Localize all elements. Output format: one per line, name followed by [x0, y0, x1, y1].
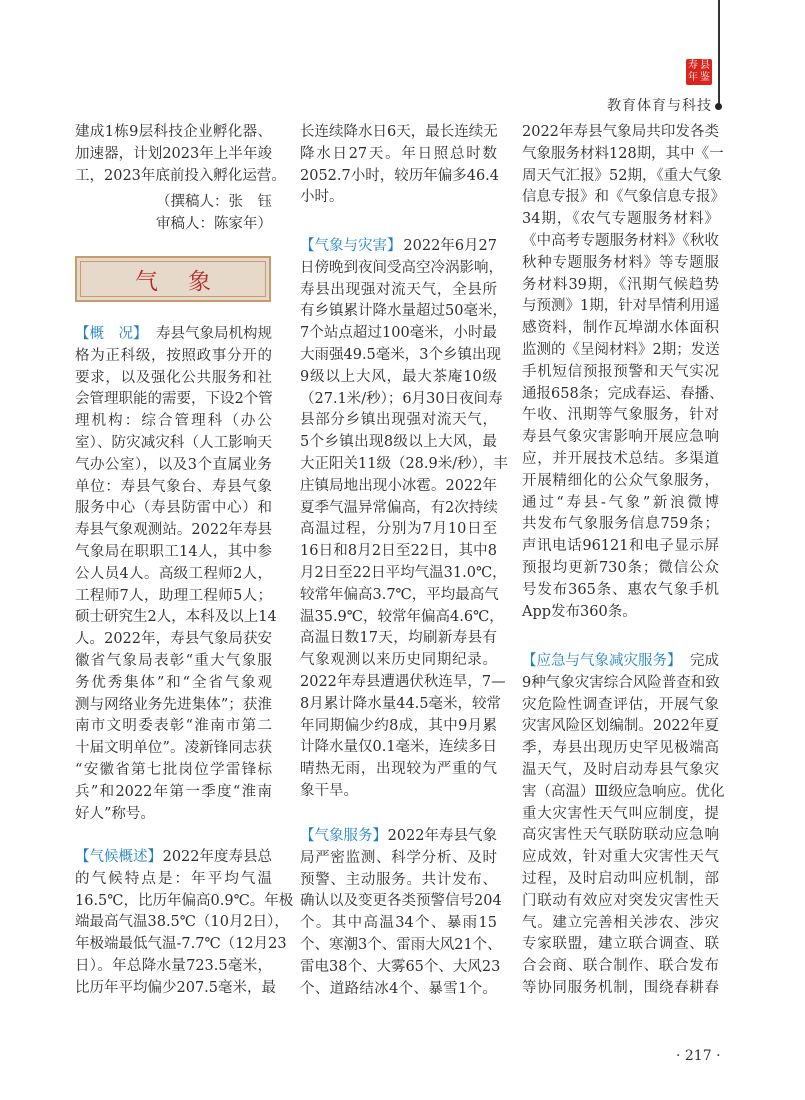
- section-climate: [75, 847, 294, 1000]
- text-line: 硕士研究生2人，本科及以上14: [75, 609, 277, 626]
- text-line: 预警、主动服务。共计发布、: [300, 871, 497, 888]
- text-line: 单位：寿县气象台、寿县气象: [75, 478, 272, 495]
- text-line: 确认以及变更各类预警信号204: [300, 893, 502, 910]
- text-line: 降水日27天。年日照总时数: [300, 145, 497, 162]
- text-line: 气办公室），以及3个直属业务: [75, 456, 272, 473]
- text-line: 季，寿县出现历史罕见极端高: [522, 740, 719, 757]
- text-line: 格为正科级，按照政事分开的: [75, 347, 272, 364]
- text-line: 16.5℃，比历年偏高0.9℃。年极: [75, 892, 294, 909]
- text-line: 8月累计降水量44.5毫米，较常: [300, 695, 502, 712]
- text-line: 小时。: [300, 189, 344, 206]
- text-line: 2022年6月27: [403, 238, 497, 254]
- text-line: 个、道路结冰4个、暴雪1个。: [300, 980, 497, 997]
- text-line: 感资料，制作瓦埠湖水体面积: [522, 320, 719, 337]
- text-line: 秋种专题服务材料》等专题服: [522, 254, 719, 271]
- paragraph-heading: 【概 况】: [75, 326, 148, 342]
- text-line: 理机构：综合管理科（办公: [75, 413, 272, 430]
- text-line: 个、寒潮3个、雷雨大风21个、: [300, 936, 502, 953]
- text-line: 年同期偏少约8成，其中9月累: [300, 717, 497, 734]
- text-line: 寿县气象局机构规: [156, 326, 272, 342]
- text-line: 的气候特点是：年平均气温: [75, 870, 272, 887]
- text-line: 气象局在职职工14人，其中参: [75, 543, 272, 560]
- section-weather-service: [300, 826, 502, 1000]
- text-line: 共发布气象服务信息759条；: [522, 516, 719, 533]
- text-line: 信息专报》和《气象信息专报》: [522, 189, 725, 206]
- text-line: 徽省气象局表彰“重大气象服: [75, 652, 272, 669]
- seal-char: 寿: [688, 60, 698, 71]
- seal-char: 年: [688, 72, 698, 83]
- text-line: 工，2023年底前投入孵化运营。: [75, 167, 286, 184]
- text-line: 高温日数17天，均刷新寿县有: [300, 630, 497, 647]
- section-title: 气象: [135, 268, 241, 295]
- text-line: 过程，及时启动叫应机制，部: [522, 870, 719, 887]
- text-line: 气象观测以来历史同期纪录。: [300, 652, 497, 669]
- text-line: 夏季气温异常偏高，有2次持续: [300, 499, 498, 516]
- text-line: 年极端最低气温-7.7℃（12月23: [75, 936, 287, 953]
- author-credits: [75, 192, 272, 236]
- text-line: （27.1米/秒）；6月30日夜间寿: [300, 390, 503, 407]
- text-line: 寿县出现强对流天气，全县所: [300, 281, 497, 298]
- text-line: 南市文明委表彰“淮南市第二: [75, 718, 272, 735]
- text-line: 与预测》1期，针对旱情利用遥: [522, 298, 720, 315]
- text-line: 7个站点超过100毫米，小时最: [300, 325, 497, 342]
- text-line: 好人”称号。: [75, 805, 155, 822]
- text-line: 9种气象灾害综合风险普查和致: [522, 674, 720, 691]
- text-line: App发布360条。: [522, 603, 637, 620]
- text-line: 温天气，及时启动寿县气象灾: [522, 761, 719, 778]
- seal-char: 鉴: [700, 72, 710, 83]
- text-line: 计降水量仅0.1毫米，连续多日: [300, 739, 498, 756]
- text-line: 气象服务材料128期，其中《一: [522, 145, 724, 162]
- text-line: 气。建立完善相关涉农、涉灾: [522, 914, 719, 931]
- text-line: 比历年平均偏少207.5毫米，最: [75, 979, 277, 996]
- text-line: 人。2022年，寿县气象局获安: [75, 631, 272, 648]
- text-line: 手机短信预报预警和天气实况: [522, 363, 719, 380]
- section-title-box: [75, 256, 271, 302]
- text-line: 有乡镇累计降水量超过50毫米，: [300, 303, 507, 320]
- yearbook-seal-logo: [686, 59, 712, 85]
- text-line: 2022年寿县气象局共印发各类: [522, 124, 719, 140]
- header-rule-dot: [715, 103, 722, 110]
- text-line: 晴热无雨，出现较为严重的气: [300, 761, 497, 778]
- paragraph: [522, 122, 725, 623]
- text-line: 日）。年总降水量723.5毫米，: [75, 957, 272, 974]
- text-line: 高温过程，分别为7月10日至: [300, 521, 497, 538]
- text-line: 专家联盟，建立联合调查、联: [522, 936, 719, 953]
- running-section-title: 教育体育与科技: [607, 98, 712, 114]
- paragraph-heading: 【气象服务】: [300, 828, 387, 844]
- credit-line: （撰稿人：张 钰: [156, 194, 272, 210]
- text-line: 庄镇局地出现小冰雹。2022年: [300, 477, 497, 494]
- text-line: 周天气汇报》52期，《重大气象: [522, 167, 722, 184]
- text-line: 大雨强49.5毫米，3个乡镇出现: [300, 346, 502, 363]
- text-line: 应，并开展技术总结。多渠道: [522, 450, 719, 467]
- text-line: 号发布365条、惠农气象手机: [522, 581, 719, 598]
- text-line: 十届文明单位”。凌新锋同志获: [75, 740, 272, 757]
- paragraph-first-line: [300, 236, 497, 258]
- text-line: “安徽省第七批岗位学雷锋标: [75, 761, 272, 778]
- text-line: 2052.7小时，较历年偏多46.4: [300, 167, 500, 184]
- paragraph-heading: 【气象与灾害】: [300, 238, 402, 254]
- text-line: 寿县气象观测站。2022年寿县: [75, 522, 272, 539]
- text-line: 要求，以及强化公共服务和社: [75, 369, 272, 386]
- text-line: 通过“寿县-气象”新浪微博: [522, 494, 719, 511]
- header-rule: [718, 0, 720, 106]
- page-number: · 217 ·: [676, 1048, 721, 1064]
- text-line: 雷电38个、大雾65个、大风23: [300, 958, 501, 975]
- text-line: 务优秀集体”和“全省气象观: [75, 674, 272, 691]
- text-line: 室）、防灾减灾科（人工影响天: [75, 434, 272, 451]
- text-line: 服务中心（寿县防雷中心）和: [75, 500, 272, 517]
- text-line: 工程师7人，助理工程师5人；: [75, 587, 272, 604]
- text-line: 会管理职能的需要，下设2个管: [75, 391, 273, 408]
- text-line: 寿县气象灾害影响开展应急响: [522, 429, 719, 446]
- text-line: 完成: [690, 653, 719, 669]
- text-line: 16日和8月2日至22日，其中8: [300, 543, 497, 560]
- text-line: 2022年寿县遭遇伏秋连旱，7—: [300, 673, 506, 690]
- text-line: 门联动有效应对突发灾害性天: [522, 892, 719, 909]
- text-line: 测与网络业务先进集体”；获淮: [75, 696, 272, 713]
- credit-line: 审稿人：陈家年）: [156, 215, 272, 232]
- text-line: 个。其中高温34个、暴雨15: [300, 915, 497, 932]
- text-line: 灾危险性调查评估，开展气象: [522, 696, 719, 713]
- paragraph-first-line: [75, 847, 272, 869]
- text-line: 等协同服务机制，围绕春耕春: [522, 979, 719, 996]
- text-line: 端最高气温38.5℃（10月2日），: [75, 914, 289, 931]
- text-line: 通报658条；完成春运、春播、: [522, 385, 724, 402]
- text-line: 害（高温）Ⅲ级应急响应。优化: [522, 783, 725, 800]
- text-line: 兵”和2022年第一季度“淮南: [75, 783, 272, 800]
- paragraph-heading: 【应急与气象减灾服务】: [522, 653, 682, 669]
- text-line: 月2日至22日平均气温31.0℃，: [300, 564, 507, 581]
- text-line: 象干旱。: [300, 782, 358, 799]
- text-line: 5个乡镇出现8级以上大风，最: [300, 434, 497, 451]
- text-line: 合会商、联合制作、联合发布: [522, 958, 719, 975]
- text-line: 重大灾害性天气叫应制度，提: [522, 805, 719, 822]
- text-line: 长连续降水日6天，最长连续无: [300, 124, 498, 140]
- text-line: 监测的《呈阅材料》2期；发送: [522, 341, 720, 358]
- seal-char: 县: [700, 60, 710, 71]
- text-line: 应成效，针对重大灾害性天气: [522, 849, 719, 866]
- text-line: 开展精细化的公众气象服务，: [522, 472, 719, 489]
- text-line: 高灾害性天气联防联动应急响: [522, 827, 719, 844]
- text-line: 县部分乡镇出现强对流天气，: [300, 412, 497, 429]
- paragraph-first-line: [300, 826, 497, 848]
- paragraph-first-line: [522, 651, 719, 673]
- section-emergency-service: [522, 651, 725, 1000]
- text-line: 《中高考专题服务材料》《秋收: [522, 232, 719, 249]
- text-line: 较常年偏高3.7℃，平均最高气: [300, 586, 499, 603]
- text-line: 2022年寿县气象: [387, 828, 497, 844]
- text-line: 务材料39期，《汛期气候趋势: [522, 276, 719, 293]
- text-line: 9级以上大风，最大茶庵10级: [300, 368, 497, 385]
- text-line: 2022年度寿县总: [162, 849, 272, 865]
- text-line: 公人员4人。高级工程师2人，: [75, 565, 272, 582]
- text-line: 局严密监测、科学分析、及时: [300, 849, 497, 866]
- text-line: 声讯电话96121和电子显示屏: [522, 538, 719, 555]
- text-line: 灾害风险区划编制。2022年夏: [522, 718, 719, 735]
- text-line: 建成1栋9层科技企业孵化器、: [75, 124, 272, 140]
- section-weather-disasters: [300, 236, 508, 803]
- text-line: 日傍晚到夜间受高空冷涡影响，: [300, 259, 503, 276]
- paragraph: [300, 122, 500, 209]
- section-overview: [75, 324, 277, 825]
- text-line: 预报均更新730条；微信公众: [522, 559, 719, 576]
- text-line: 大正阳关11级（28.9米/秒），丰: [300, 455, 508, 472]
- paragraph-heading: 【气候概述】: [75, 849, 162, 865]
- paragraph: [75, 122, 286, 187]
- paragraph-first-line: [75, 324, 272, 346]
- text-line: 午收、汛期等气象服务，针对: [522, 407, 719, 424]
- text-line: 温35.9℃，较常年偏高4.6℃，: [300, 608, 504, 625]
- text-line: 34期，《农气专题服务材料》: [522, 211, 719, 228]
- text-line: 加速器，计划2023年上半年竣: [75, 145, 272, 162]
